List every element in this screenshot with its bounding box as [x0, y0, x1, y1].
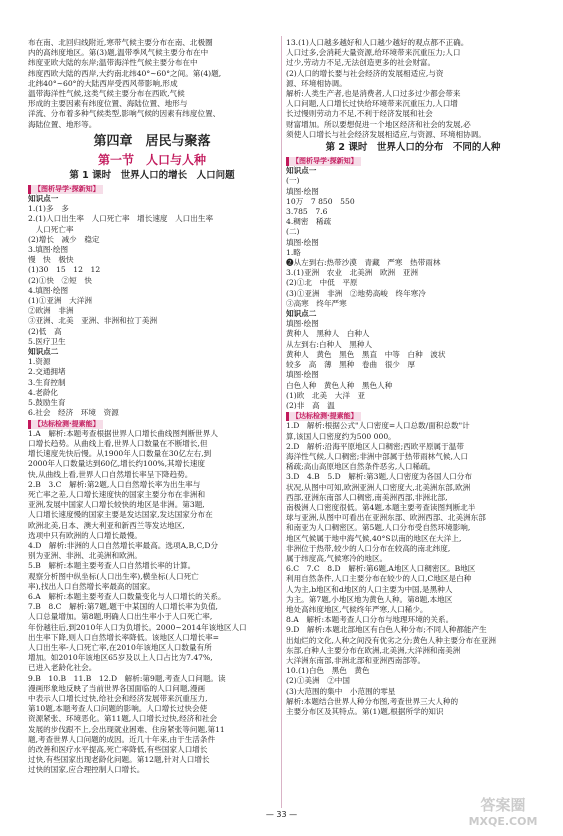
answer-line: 口增长趋势。从曲线上看,世界人口数量在不断增长,但 [28, 438, 208, 448]
text-line: 1.(1)多 多 [28, 204, 69, 214]
left-column [28, 38, 276, 776]
answer-line: 主要分布区及其特点。第(1)题,根据所学的知识 [286, 707, 444, 716]
test-tag-2: 【达标检测·提素能】 [286, 412, 361, 421]
answer-line: 人口出生率-人口死亡率,在2010年该地区人口数量有所 [28, 642, 212, 652]
column-divider [281, 36, 282, 808]
text-line: 黄种人 黄色 黑色 黑直 中等 白种 波状 [286, 349, 446, 359]
text-line: (一) [286, 176, 300, 186]
text-line: 从左到右:白种人 黑种人 [286, 339, 373, 349]
answer-line: 13.(1)人口越多越好和人口越少越好的观点都不正确。 [286, 38, 469, 47]
answer-line: 人口过多,会消耗大量资源,给环境带来沉重压力;人口 [286, 48, 461, 58]
text-line: ②欧洲 非洲 [28, 306, 74, 316]
text-line: (1)①亚洲 大洋洲 [28, 296, 92, 306]
answer-line: (3)大范围的集中 小范围的零星 [286, 686, 396, 696]
text-line: 4.填图·绘图 [28, 285, 69, 295]
text-line: 纬度亚欧大陆的东岸;温带海洋性气候主要分布在中 [28, 58, 198, 68]
answer-line: 观察分析图中纵坐标(人口出生率),横坐标(人口死亡 [28, 571, 199, 581]
section-title: 第一节 人口与人种 [97, 152, 206, 167]
answer-line: 过少,劳动力不足,无法创造更多的社会财富。 [286, 58, 436, 68]
answer-line: (2)①美洲 ②中国 [286, 676, 350, 686]
text-line: 填图·绘图 [286, 237, 319, 247]
answer-line: 非洲位于热带,较少的人口分布在较高的南北纬度, [286, 543, 451, 553]
answer-line: 过快,有些国家出现老龄化问题。第12题,针对人口增长 [28, 755, 210, 765]
svg-text:答案圈: 答案圈 [480, 796, 526, 814]
answer-line: 算,该国人口密度约为500 000。 [286, 431, 396, 441]
text-line: (1)欧 北美 大洋 亚 [286, 390, 366, 400]
answer-line: 源、环境相协调。 [286, 78, 347, 88]
text-line: 慢 快 极快 [28, 255, 74, 265]
answer-line: 年份越往后,到2010年人口为负增长。2000~2014年该地区人口 [28, 622, 247, 632]
answer-list [28, 429, 276, 776]
answer-line: 9.B 10.B 11.B 12.D 解析:第9题,考查人口问题。读 [28, 673, 226, 683]
answer-line: 球与亚洲,从图中可看出在亚洲东部、欧洲西部、北美洲东部 [286, 513, 486, 523]
guide-tag-2: 【图析导学·探新知】 [286, 157, 361, 166]
answer-line: 出生率下降,则人口自然增长率降低。该地区人口增长率= [28, 632, 220, 642]
text-line: 10万 7 850 550 [286, 196, 355, 206]
intro-text [28, 38, 276, 130]
knowledge-points-2 [286, 166, 540, 411]
text-line: 知识点一 [28, 194, 59, 204]
answer-line: 财富增加。所以要想促进一个地区经济和社会的发展,必 [286, 119, 471, 129]
answer-line: 大洋洲东南部,非洲北部和亚洲西南部等。 [286, 655, 426, 665]
answer-line: 增长速度先快后慢。从1900年人口数量在30亿左右,到 [28, 449, 212, 459]
text-line: 填图·绘图 [286, 370, 319, 380]
text-line: (2)非 高 温 [286, 400, 335, 410]
answer-line: 须使人口增长与社会经济发展相适应,与资源、环境相协调。 [286, 129, 486, 139]
text-line: 3.785 7.6 [286, 207, 328, 217]
text-line: 1.略 [286, 247, 301, 257]
answer-line: 人为主,b地区和d地区的人口主要为中国,是黑种人 [286, 584, 453, 594]
right-column [286, 38, 540, 717]
text-line: 知识点一 [286, 166, 317, 176]
knowledge-points [28, 194, 276, 418]
text-line: 5.医疗卫生 [28, 336, 66, 346]
answer-line: 别为亚洲、非洲、北美洲和欧洲。 [28, 551, 142, 561]
text-line: 形成的主要因素有纬度位置、海陆位置、地形与 [28, 99, 188, 109]
answer-line: 中表示人口增长过快,给社会和经济发展带来沉重压力, [28, 693, 208, 703]
text-line: 2.交通拥堵 [28, 367, 66, 377]
text-line: 知识点二 [28, 347, 59, 357]
answer-line: 2.D 解析:沿海平原地区人口稠密;西欧平原属于温带 [286, 441, 464, 451]
answer-line: 和南亚为人口稠密区。第5题,人口分布受自然环境影响, [286, 523, 471, 533]
text-line: 3.(1)亚洲 农业 北美洲 欧洲 亚洲 [286, 268, 418, 278]
answer-line: 南极洲人口密度很低。第4题,本题主要考查读图判断北半 [286, 502, 476, 512]
answer-line: 8.A 解析:本题考查人口分布与地理环境的关系。 [286, 615, 454, 625]
text-line: 内的高纬度地区。第(3)题,温带季风气候主要分布在中 [28, 48, 209, 58]
answer-line: 属于纬度高,气候寒冷的地区。 [286, 553, 388, 563]
answer-line: 地处高纬度地区,气候终年严寒,人口稀少。 [286, 604, 428, 614]
text-line: 填图·绘图 [286, 186, 319, 196]
answer-line: 解析:人类生产者,也是消费者,人口过多过少都会带来 [286, 89, 461, 99]
lesson-title: 第 1 课时 世界人口的增长 人口问题 [69, 169, 235, 181]
answer-line: 增加。如2010年该地区65岁及以上人口占比为7.47%, [28, 653, 213, 663]
answer-line: 状况,从图中可知,欧洲亚洲人口密度大,北美洲东部,欧洲 [286, 482, 471, 492]
answer-line: 题,考查世界人口问题的成因。近几十年来,由于生活条件 [28, 734, 216, 744]
answer-line: 地区气候属于地中海气候,40°S以南的地区在大洋上, [286, 533, 462, 543]
answer-list-top [286, 38, 540, 140]
answer-line: 死亡率之差,人口增长速度快的国家主要分布在非洲和 [28, 489, 206, 499]
answer-line: 亚洲,发展中国家人口增长较快的地区是非洲。第3题, [28, 500, 205, 510]
text-line: 布在南、北回归线附近,寒带气候主要分布在南、北极圈 [28, 38, 213, 47]
text-line: 纬度西欧大陆的西岸,大约南北纬40°~60°之间。第(4)题, [28, 68, 222, 78]
answer-line: 快,从曲线上看,世界人口自然增长率呈下降趋势。 [28, 469, 193, 479]
answer-line: 人口总量增加。第8题,明确人口出生率小于人口死亡率, [28, 612, 213, 622]
answer-line: 1.D 解析:根据公式"人口密度=人口总数/面积总数"计 [286, 421, 470, 431]
answer-line: 海洋性气候,人口稠密;非洲中部属于热带雨林气候,人口 [286, 451, 469, 461]
answer-line: (2)人口的增长要与社会经济的发展相适应,与资 [286, 68, 444, 78]
text-line: (2)①快 ②短 快 [28, 275, 92, 285]
text-line: 6.社会 经济 环境 资源 [28, 408, 119, 418]
text-line: (二) [286, 227, 300, 237]
text-line: 4.稠密 稀疏 [286, 217, 332, 227]
answer-line: 6.A 解析:本题主要考查人口数量变化与人口增长的关系。 [28, 591, 226, 601]
text-line: 北纬40°~60°的大陆西岸受西风带影响,形成 [28, 78, 178, 88]
answer-line: 长过慢则劳动力不足,不利于经济发展和社会 [286, 109, 433, 119]
answer-line: 为主。第7题,小地区地为黄色人种。第8题,本地区 [286, 594, 453, 604]
chapter-title: 第四章 居民与聚落 [93, 133, 211, 149]
answer-line: 发展的步伐跟不上,会出现就业困难、住房紧张等问题,第11 [28, 724, 225, 734]
text-line: 温带海洋性气候,这类气候主要分布在西欧,气候 [28, 89, 185, 99]
answer-line: 人口增长速度慢的国家主要是发达国家,发达国家分布在 [28, 510, 213, 520]
answer-line: 7.B 8.C 解析:第7题,题干中某国的人口增长率为负值, [28, 602, 218, 612]
text-line: (1)30 15 12 12 [28, 265, 101, 275]
text-line: 5.鼓励生育 [28, 398, 66, 408]
text-line: 3.生育控制 [28, 377, 66, 387]
watermark-logo [457, 794, 549, 830]
answer-line: 第10题,本题考查人口问题的影响。人口增长过快会使 [28, 704, 208, 714]
text-line: (2)①北 中低 平原 [286, 278, 358, 288]
text-line: ❷从左到右:热带沙漠 青藏 严寒 热带雨林 [286, 258, 441, 268]
text-line: ③高寒 终年严寒 [286, 298, 347, 308]
text-line: 黄种人 黑种人 白种人 [286, 329, 370, 339]
page-number: — 33 — [265, 810, 298, 819]
answer-line: 利用自然条件,人口主要分布在较少的人口,C地区是白种 [286, 574, 472, 584]
answer-line: 4.D 解析:非洲的人口自然增长率最高。选项A,B,C,D分 [28, 540, 219, 550]
text-line: 洋流、分布着多种气候类型,影响气候的因素有纬度位置、 [28, 109, 221, 119]
answer-list-2 [286, 421, 540, 717]
answer-line: 9.D 解析:本题北部地区有白色人种分布;不同人种都能产生 [286, 625, 487, 635]
text-line: 海陆位置、地形等。 [28, 119, 97, 129]
answer-line: 出灿烂的文化,人种之间没有优劣之分;黄色人种主要分布在亚洲 [286, 635, 497, 645]
answer-line: 5.B 解析:本题主要考查人口自然增长率的计算。 [28, 561, 196, 571]
answer-line: 1.A 解析:本题考查根据世界人口增长曲线图判断世界人 [28, 428, 218, 438]
answer-line: 2000年人口数量达到60亿,增长约100%,其增长速度 [28, 459, 206, 469]
text-line: 4.老龄化 [28, 387, 59, 397]
answer-line: 10.(1)白色 黑色 黄色 [286, 666, 370, 676]
answer-line: 解析:本题结合世界人种分布图,考查世界三大人种的 [286, 696, 459, 706]
answer-line: 率),找出人口自然增长率最高的国家。 [28, 581, 155, 591]
answer-line: 东部,白种人主要分布在欧洲,北美洲,大洋洲和南美洲 [286, 645, 461, 655]
text-line: 知识点二 [286, 309, 317, 319]
text-line: (3)①亚洲 非洲 ②地势高峻 终年寒冷 [286, 288, 426, 298]
guide-tag: 【图析导学·探新知】 [28, 185, 103, 194]
text-line: 较多 高 薄 黑种 卷曲 很少 厚 [286, 360, 416, 370]
test-tag: 【达标检测·提素能】 [28, 420, 103, 429]
answer-line: 2.B 3.C 解析:第2题,人口自然增长率为出生率与 [28, 479, 201, 489]
text-line: (2)增长 减少 稳定 [28, 234, 100, 244]
text-line: 1.资源 [28, 357, 51, 367]
answer-line: 3.D 4.B 5.D 解析:第3题,人口密度为各国人口分布 [286, 472, 472, 482]
lesson-title-2: 第 2 课时 世界人口的分布 不同的人种 [325, 142, 501, 154]
text-line: ③亚洲、北美 亚洲、非洲和拉丁美洲 [28, 316, 158, 326]
answer-line: 过快的国家,应合理控制人口增长。 [28, 765, 145, 775]
text-line: 3.填图·绘图 [28, 245, 69, 255]
text-line: 填图·绘图 [286, 319, 319, 329]
answer-line: 已进入老龄化社会。 [28, 663, 97, 673]
answer-line: 资源紧张、环境恶化。第11题,人口增长过快,经济和社会 [28, 714, 218, 724]
answer-line: 6.C 7.C 8.D 解析:第6题,A地区人口稠密区。B地区 [286, 564, 476, 574]
svg-text:MXQE.COM: MXQE.COM [468, 815, 538, 828]
text-line: 白色人种 黄色人种 黑色人种 [286, 380, 393, 390]
answer-line: 稀疏;高山高原地区自然条件恶劣,人口稀疏。 [286, 462, 436, 472]
answer-line: 选项中只有欧洲的人口增长最慢。 [28, 530, 142, 540]
answer-line: 欧洲北美,日本、澳大利亚和新西兰等发达地区, [28, 520, 185, 530]
answer-line: 西部,亚洲东南部人口稠密,南美洲西部,非洲北部, [286, 492, 448, 502]
text-line: 2.(1)人口出生率 人口死亡率 增长速度 人口出生率 [28, 214, 214, 224]
answer-line: 人口问题,人口增长过快给环境带来沉重压力,人口增 [286, 99, 458, 109]
answer-line: 的改善和医疗水平提高,死亡率降低,有些国家人口增长 [28, 745, 208, 754]
text-line: (2)低 高 [28, 326, 62, 336]
text-line: 人口死亡率 [28, 224, 74, 234]
answer-line: 漫画形象地反映了当前世界各国面临的人口问题,漫画 [28, 683, 206, 693]
